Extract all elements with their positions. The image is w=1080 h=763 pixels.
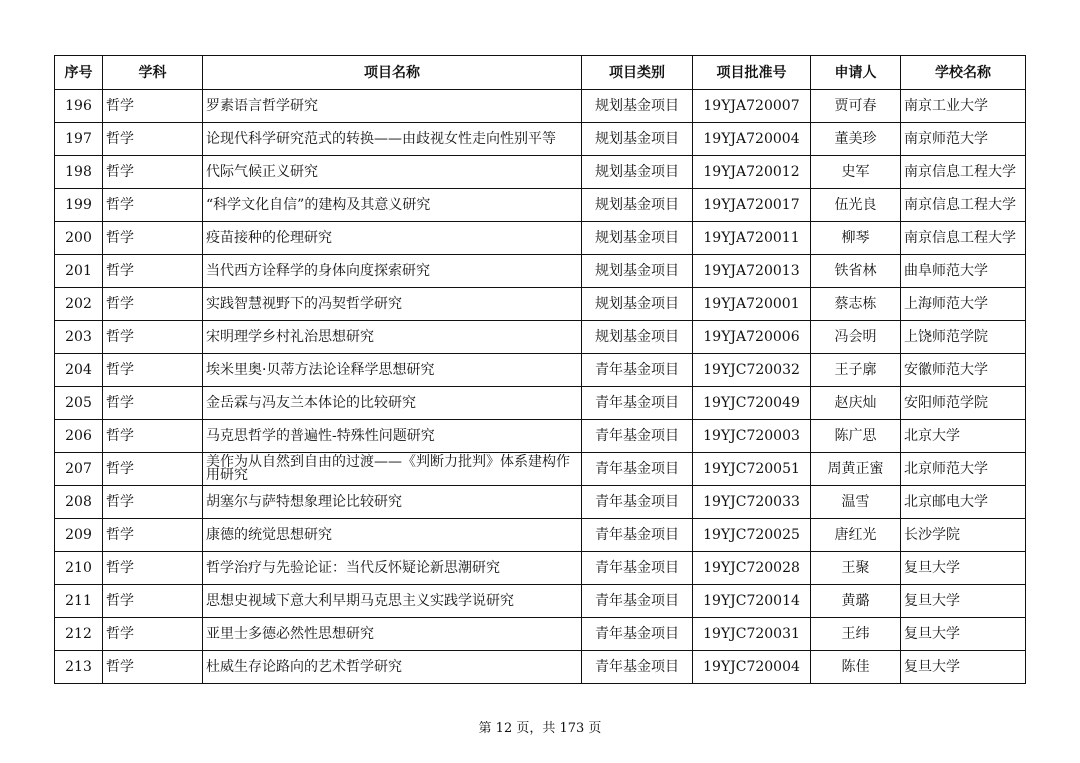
cell-category: 规划基金项目 [582, 156, 693, 189]
cell-seq: 211 [55, 585, 103, 618]
cell-project-title: 哲学治疗与先验论证：当代反怀疑论新思潮研究 [203, 552, 582, 585]
cell-subject: 哲学 [103, 486, 203, 519]
table-row [55, 321, 1026, 354]
cell-subject: 哲学 [103, 519, 203, 552]
table-row [55, 222, 1026, 255]
cell-subject: 哲学 [103, 651, 203, 684]
cell-approval-no: 19YJA720017 [693, 189, 811, 222]
cell-seq: 207 [55, 453, 103, 486]
cell-approval-no: 19YJA720007 [693, 90, 811, 123]
cell-approval-no: 19YJC720031 [693, 618, 811, 651]
cell-school: 上海师范大学 [901, 288, 1026, 321]
cell-subject: 哲学 [103, 618, 203, 651]
table-row [55, 552, 1026, 585]
cell-seq: 197 [55, 123, 103, 156]
cell-school: 南京师范大学 [901, 123, 1026, 156]
cell-project-title: 埃米里奥·贝蒂方法论诠释学思想研究 [203, 354, 582, 387]
table-row [55, 519, 1026, 552]
cell-school: 南京信息工程大学 [901, 156, 1026, 189]
cell-school: 复旦大学 [901, 651, 1026, 684]
cell-school: 南京工业大学 [901, 90, 1026, 123]
cell-project-title: 论现代科学研究范式的转换——由歧视女性走向性别平等 [203, 123, 582, 156]
cell-approval-no: 19YJC720025 [693, 519, 811, 552]
cell-project-title: 康德的统觉思想研究 [203, 519, 582, 552]
cell-project-title: 当代西方诠释学的身体向度探索研究 [203, 255, 582, 288]
cell-subject: 哲学 [103, 222, 203, 255]
cell-project-title: 杜威生存论路向的艺术哲学研究 [203, 651, 582, 684]
cell-applicant: 柳琴 [811, 222, 901, 255]
cell-project-title: 罗素语言哲学研究 [203, 90, 582, 123]
cell-project-title: 金岳霖与冯友兰本体论的比较研究 [203, 387, 582, 420]
table-row [55, 420, 1026, 453]
cell-category: 青年基金项目 [582, 651, 693, 684]
cell-school: 北京师范大学 [901, 453, 1026, 486]
table-row [55, 123, 1026, 156]
cell-subject: 哲学 [103, 288, 203, 321]
cell-category: 青年基金项目 [582, 585, 693, 618]
table-row [55, 618, 1026, 651]
cell-approval-no: 19YJA720004 [693, 123, 811, 156]
header-school: 学校名称 [901, 56, 1026, 90]
cell-applicant: 伍光良 [811, 189, 901, 222]
cell-category: 青年基金项目 [582, 387, 693, 420]
cell-applicant: 温雪 [811, 486, 901, 519]
cell-category: 规划基金项目 [582, 123, 693, 156]
cell-category: 规划基金项目 [582, 189, 693, 222]
cell-school: 南京信息工程大学 [901, 189, 1026, 222]
cell-approval-no: 19YJA720011 [693, 222, 811, 255]
cell-subject: 哲学 [103, 255, 203, 288]
cell-applicant: 冯会明 [811, 321, 901, 354]
cell-seq: 196 [55, 90, 103, 123]
cell-school: 曲阜师范大学 [901, 255, 1026, 288]
cell-subject: 哲学 [103, 123, 203, 156]
cell-applicant: 陈佳 [811, 651, 901, 684]
header-applicant: 申请人 [811, 56, 901, 90]
cell-seq: 212 [55, 618, 103, 651]
cell-category: 规划基金项目 [582, 222, 693, 255]
cell-category: 规划基金项目 [582, 255, 693, 288]
cell-approval-no: 19YJC720051 [693, 453, 811, 486]
table-row [55, 453, 1026, 486]
cell-seq: 213 [55, 651, 103, 684]
cell-applicant: 王子廓 [811, 354, 901, 387]
cell-approval-no: 19YJC720028 [693, 552, 811, 585]
table-row [55, 354, 1026, 387]
cell-subject: 哲学 [103, 453, 203, 486]
table-row [55, 486, 1026, 519]
cell-seq: 206 [55, 420, 103, 453]
cell-applicant: 唐红光 [811, 519, 901, 552]
table-row [55, 156, 1026, 189]
cell-subject: 哲学 [103, 90, 203, 123]
cell-school: 复旦大学 [901, 618, 1026, 651]
cell-subject: 哲学 [103, 156, 203, 189]
cell-subject: 哲学 [103, 420, 203, 453]
cell-subject: 哲学 [103, 387, 203, 420]
cell-category: 青年基金项目 [582, 354, 693, 387]
cell-category: 青年基金项目 [582, 453, 693, 486]
cell-approval-no: 19YJA720012 [693, 156, 811, 189]
cell-project-title: 美作为从自然到自由的过渡——《判断力批判》体系建构作用研究 [203, 453, 582, 486]
table-header-row [55, 56, 1026, 90]
table-row [55, 90, 1026, 123]
cell-approval-no: 19YJC720014 [693, 585, 811, 618]
header-category: 项目类别 [582, 56, 693, 90]
cell-project-title: 实践智慧视野下的冯契哲学研究 [203, 288, 582, 321]
cell-category: 青年基金项目 [582, 552, 693, 585]
header-seq: 序号 [55, 56, 103, 90]
cell-applicant: 史军 [811, 156, 901, 189]
cell-seq: 198 [55, 156, 103, 189]
cell-category: 青年基金项目 [582, 486, 693, 519]
cell-seq: 205 [55, 387, 103, 420]
cell-applicant: 王聚 [811, 552, 901, 585]
table-row [55, 387, 1026, 420]
cell-approval-no: 19YJC720033 [693, 486, 811, 519]
cell-project-title: 亚里士多德必然性思想研究 [203, 618, 582, 651]
cell-applicant: 董美珍 [811, 123, 901, 156]
cell-seq: 203 [55, 321, 103, 354]
cell-category: 青年基金项目 [582, 519, 693, 552]
cell-school: 北京邮电大学 [901, 486, 1026, 519]
table-row [55, 651, 1026, 684]
cell-category: 规划基金项目 [582, 90, 693, 123]
cell-applicant: 蔡志栋 [811, 288, 901, 321]
cell-approval-no: 19YJC720004 [693, 651, 811, 684]
table-body [55, 90, 1026, 684]
table-row [55, 189, 1026, 222]
cell-seq: 209 [55, 519, 103, 552]
cell-category: 规划基金项目 [582, 288, 693, 321]
table-row [55, 288, 1026, 321]
cell-subject: 哲学 [103, 189, 203, 222]
cell-applicant: 赵庆灿 [811, 387, 901, 420]
cell-subject: 哲学 [103, 321, 203, 354]
header-approval-no: 项目批准号 [693, 56, 811, 90]
cell-project-title: 代际气候正义研究 [203, 156, 582, 189]
page-number: 第 12 页，共 173 页 [478, 721, 602, 736]
cell-project-title: 胡塞尔与萨特想象理论比较研究 [203, 486, 582, 519]
cell-applicant: 铁省林 [811, 255, 901, 288]
cell-seq: 202 [55, 288, 103, 321]
cell-applicant: 陈广思 [811, 420, 901, 453]
cell-category: 青年基金项目 [582, 420, 693, 453]
cell-seq: 204 [55, 354, 103, 387]
cell-subject: 哲学 [103, 585, 203, 618]
cell-applicant: 黄璐 [811, 585, 901, 618]
cell-seq: 208 [55, 486, 103, 519]
cell-approval-no: 19YJC720032 [693, 354, 811, 387]
cell-approval-no: 19YJC720049 [693, 387, 811, 420]
cell-category: 青年基金项目 [582, 618, 693, 651]
cell-approval-no: 19YJC720003 [693, 420, 811, 453]
header-title: 项目名称 [203, 56, 582, 90]
cell-project-title: 宋明理学乡村礼治思想研究 [203, 321, 582, 354]
cell-applicant: 贾可春 [811, 90, 901, 123]
cell-project-title: 思想史视域下意大利早期马克思主义实践学说研究 [203, 585, 582, 618]
cell-seq: 210 [55, 552, 103, 585]
cell-approval-no: 19YJA720001 [693, 288, 811, 321]
cell-category: 规划基金项目 [582, 321, 693, 354]
cell-school: 北京大学 [901, 420, 1026, 453]
cell-school: 上饶师范学院 [901, 321, 1026, 354]
cell-project-title: 疫苗接种的伦理研究 [203, 222, 582, 255]
cell-school: 安阳师范学院 [901, 387, 1026, 420]
table-row [55, 255, 1026, 288]
cell-school: 安徽师范大学 [901, 354, 1026, 387]
cell-subject: 哲学 [103, 552, 203, 585]
cell-seq: 201 [55, 255, 103, 288]
cell-school: 长沙学院 [901, 519, 1026, 552]
cell-school: 复旦大学 [901, 585, 1026, 618]
cell-applicant: 王纬 [811, 618, 901, 651]
cell-approval-no: 19YJA720013 [693, 255, 811, 288]
cell-seq: 200 [55, 222, 103, 255]
cell-subject: 哲学 [103, 354, 203, 387]
cell-school: 南京信息工程大学 [901, 222, 1026, 255]
cell-seq: 199 [55, 189, 103, 222]
cell-project-title: “科学文化自信”的建构及其意义研究 [203, 189, 582, 222]
project-table [54, 55, 1026, 684]
header-subject: 学科 [103, 56, 203, 90]
table-row [55, 585, 1026, 618]
cell-applicant: 周黄正蜜 [811, 453, 901, 486]
cell-approval-no: 19YJA720006 [693, 321, 811, 354]
cell-project-title: 马克思哲学的普遍性-特殊性问题研究 [203, 420, 582, 453]
cell-school: 复旦大学 [901, 552, 1026, 585]
